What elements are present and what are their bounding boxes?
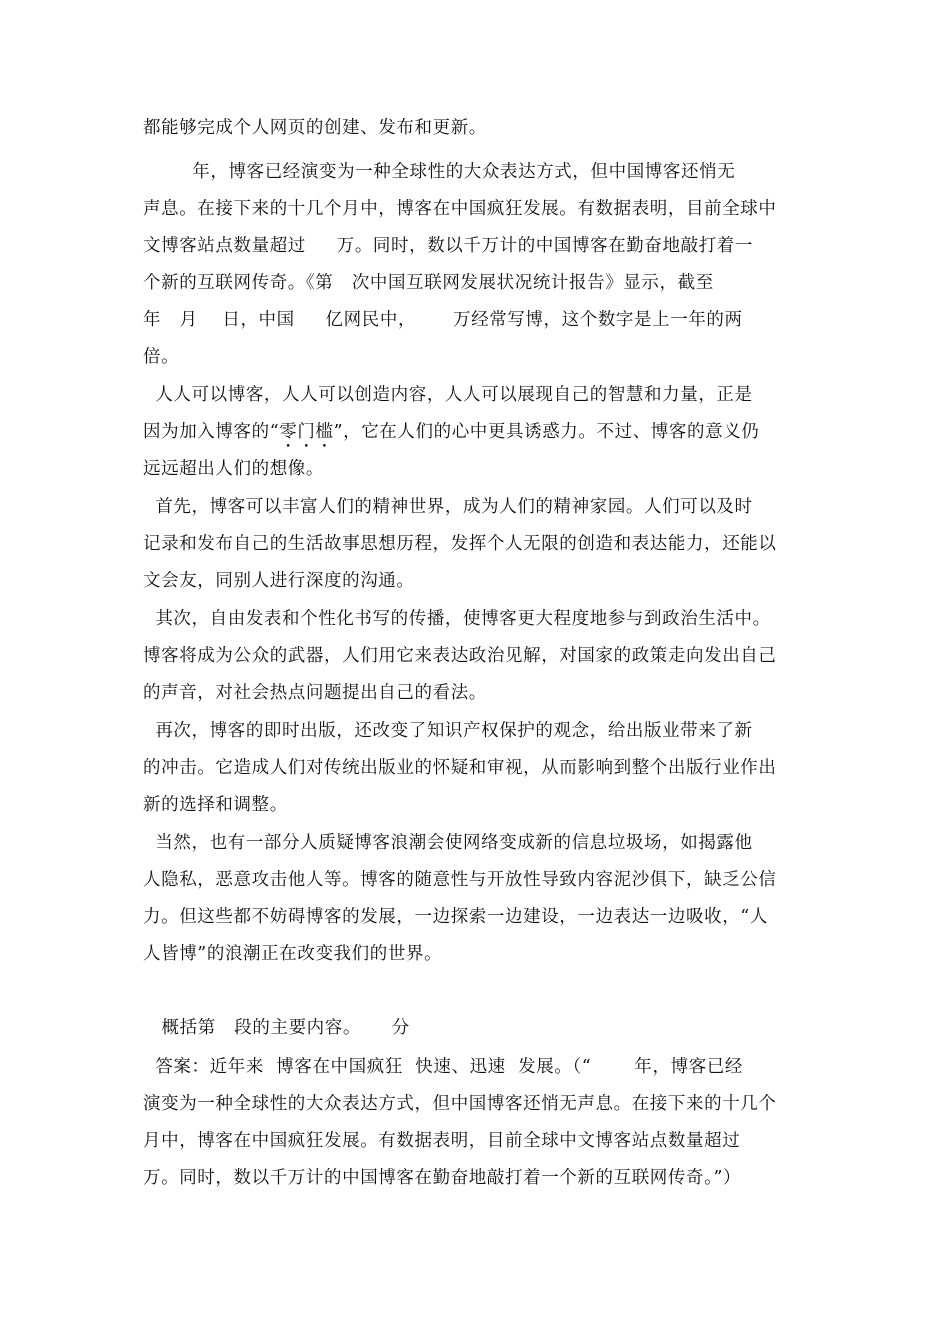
paragraph-line: 的冲击。它造成人们对传统出版业的怀疑和审视，从而影响到整个出版行业作出 bbox=[143, 758, 777, 778]
paragraph-line: 人隐私，恶意攻击他人等。博客的随意性与开放性导致内容泥沙俱下，缺乏公信 bbox=[143, 870, 777, 890]
emphasized-text: 零门槛 bbox=[279, 422, 334, 442]
answer-line: 万。同时，数以千万计的中国博客在勤奋地敲打着一个新的互联网传奇。”） bbox=[143, 1168, 742, 1188]
answer-line: 答案：近年来 博客在中国疯狂 快速、迅速 发展。（“ 年，博客已经 bbox=[143, 1057, 744, 1077]
paragraph-line: 人皆博”的浪潮正在改变我们的世界。 bbox=[143, 944, 443, 964]
text-segment: 因为加入博客的“ bbox=[143, 422, 280, 442]
paragraph-line: 首先，博客可以丰富人们的精神世界，成为人们的精神家园。人们可以及时 bbox=[143, 497, 753, 517]
paragraph-line: 记录和发布自己的生活故事思想历程，发挥个人无限的创造和表达能力，还能以 bbox=[143, 534, 777, 554]
paragraph-line: 倍。 bbox=[143, 347, 180, 367]
paragraph-line: 声息。在接下来的十几个月中，博客在中国疯狂发展。有数据表明，目前全球中 bbox=[143, 199, 777, 219]
paragraph-line-emphasis bbox=[143, 420, 759, 452]
paragraph-line: 力。但这些都不妨碍博客的发展，一边探索一边建设，一边表达一边吸收，“人 bbox=[143, 907, 768, 927]
paragraph-line: 文博客站点数量超过 万。同时，数以千万计的中国博客在勤奋地敲打着一 bbox=[143, 236, 754, 256]
paragraph-line: 的声音，对社会热点问题提出自己的看法。 bbox=[143, 683, 487, 703]
paragraph-line: 都能够完成个人网页的创建、发布和更新。 bbox=[143, 118, 487, 138]
paragraph-line: 再次，博客的即时出版，还改变了知识产权保护的观念，给出版业带来了新 bbox=[143, 721, 753, 741]
paragraph-line: 年 月 日，中国 亿网民中， 万经常写博，这个数字是上一年的两 bbox=[143, 310, 743, 330]
answer-line: 演变为一种全球性的大众表达方式，但中国博客还悄无声息。在接下来的十几个 bbox=[143, 1094, 777, 1114]
text-segment: ”，它在人们的心中更具诱惑力。不过、博客的意义仍 bbox=[333, 422, 760, 442]
paragraph-line: 文会友，同别人进行深度的沟通。 bbox=[143, 571, 415, 591]
question-text: 概括第 段的主要内容。 分 bbox=[143, 1018, 410, 1038]
paragraph-line: 新的选择和调整。 bbox=[143, 795, 288, 815]
answer-line: 月中，博客在中国疯狂发展。有数据表明，目前全球中文博客站点数量超过 bbox=[143, 1131, 741, 1151]
paragraph-line: 人人可以博客，人人可以创造内容，人人可以展现自己的智慧和力量，正是 bbox=[143, 385, 753, 405]
paragraph-line: 个新的互联网传奇。《第 次中国互联网发展状况统计报告》显示，截至 bbox=[143, 273, 714, 293]
paragraph-line: 年，博客已经演变为一种全球性的大众表达方式，但中国博客还悄无 bbox=[143, 162, 736, 182]
paragraph-line: 博客将成为公众的武器，人们用它来表达政治见解，对国家的政策走向发出自己 bbox=[143, 646, 777, 666]
paragraph-line: 当然，也有一部分人质疑博客浪潮会使网络变成新的信息垃圾场，如揭露他 bbox=[143, 833, 753, 853]
paragraph-line: 远远超出人们的想像。 bbox=[143, 459, 324, 479]
paragraph-line: 其次，自由发表和个性化书写的传播，使博客更大程度地参与到政治生活中。 bbox=[143, 609, 771, 629]
